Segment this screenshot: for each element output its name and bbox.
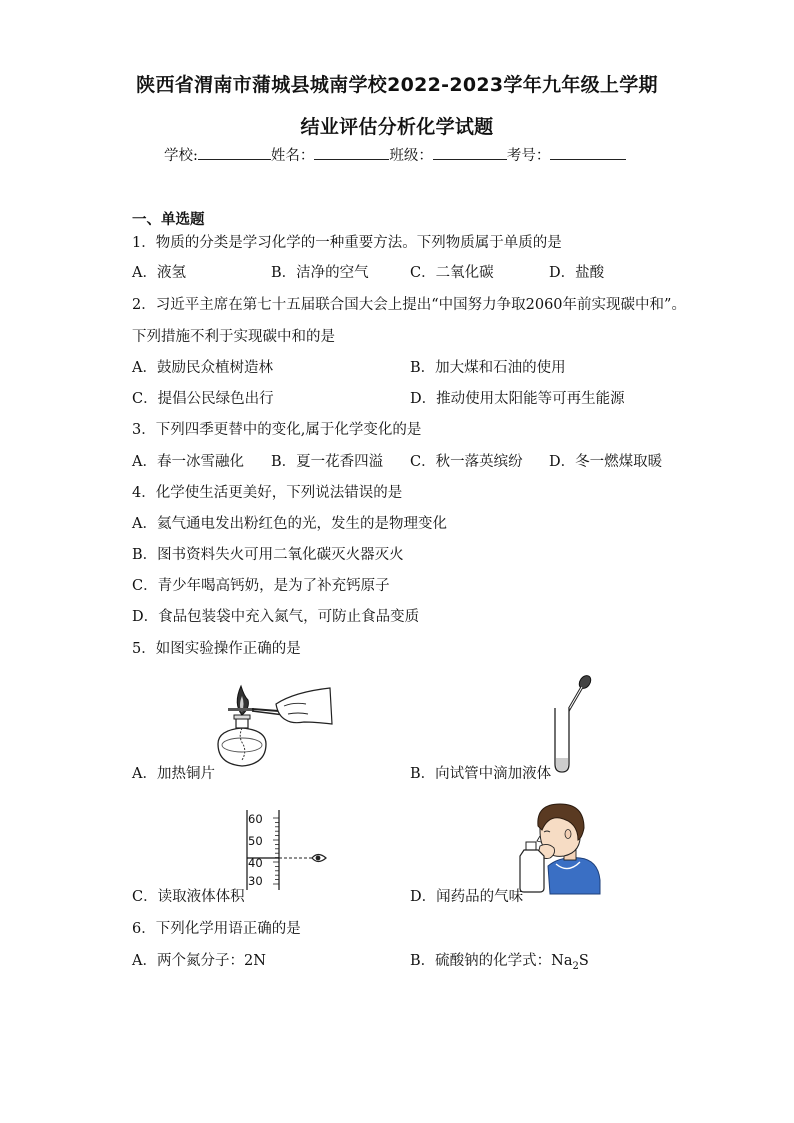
q1-option-b: B．洁净的空气 <box>271 265 369 281</box>
student-info-row <box>164 145 626 165</box>
school-blank[interactable] <box>198 145 271 160</box>
question-4-stem: 4．化学使生活更美好，下列说法错误的是 <box>132 485 403 501</box>
title-line-1: 陕西省渭南市蒲城县城南学校2022-2023学年九年级上学期 <box>136 74 658 96</box>
q4-option-a: A．氦气通电发出粉红色的光，发生的是物理变化 <box>132 516 447 532</box>
cylinder-tick-30: 30 <box>248 874 263 888</box>
q5-option-d: D．闻药品的气味 <box>410 889 524 905</box>
question-5-stem: 5．如图实验操作正确的是 <box>132 641 301 657</box>
school-label: 学校: <box>164 148 198 164</box>
cylinder-tick-50: 50 <box>248 834 263 848</box>
q3-option-a: A．春一冰雪融化 <box>132 454 244 470</box>
q1-option-c: C．二氧化碳 <box>410 265 494 281</box>
q3-option-c: C．秋一落英缤纷 <box>410 454 523 470</box>
section-title: 一、单选题 <box>132 212 205 228</box>
q3-option-d: D．冬一燃煤取暖 <box>549 454 663 470</box>
q2-option-a: A．鼓励民众植树造林 <box>132 360 273 376</box>
class-label: 班级： <box>389 148 433 164</box>
question-6-stem: 6．下列化学用语正确的是 <box>132 921 301 937</box>
q4-option-c: C．青少年喝高钙奶，是为了补充钙原子 <box>132 578 390 594</box>
q4-option-d: D．食品包装袋中充入氮气，可防止食品变质 <box>132 609 420 625</box>
q5-option-a: A．加热铜片 <box>132 766 215 782</box>
question-2-stem-line-1: 2．习近平主席在第七十五届联合国大会上提出“中国努力争取2060年前实现碳中和”。 <box>132 297 686 313</box>
cylinder-tick-60: 60 <box>248 812 263 826</box>
question-1-stem: 1．物质的分类是学习化学的一种重要方法。下列物质属于单质的是 <box>132 235 562 251</box>
q4-option-b: B．图书资料失火可用二氧化碳灭火器灭火 <box>132 547 404 563</box>
q2-option-b: B．加大煤和石油的使用 <box>410 360 566 376</box>
q2-option-d: D．推动使用太阳能等可再生能源 <box>410 391 625 407</box>
q6-option-b-subscript: 2 <box>572 960 579 972</box>
name-label: 姓名： <box>270 148 315 164</box>
q3-option-b: B．夏一花香四溢 <box>271 454 384 470</box>
q5-option-c: C．读取液体体积 <box>132 889 245 905</box>
smelling-reagent-figure <box>520 800 602 894</box>
title-line-2: 结业评估分析化学试题 <box>300 116 494 138</box>
alcohol-lamp-figure <box>206 682 332 772</box>
q5-option-b: B．向试管中滴加液体 <box>410 766 552 782</box>
exam-number-blank[interactable] <box>550 145 626 160</box>
q6-option-b-suffix: S <box>578 953 589 969</box>
question-3-stem: 3．下列四季更替中的变化,属于化学变化的是 <box>132 422 422 438</box>
q6-option-b <box>410 952 589 976</box>
dropper-test-tube-figure <box>548 674 594 776</box>
name-blank[interactable] <box>314 145 389 160</box>
q2-option-c: C．提倡公民绿色出行 <box>132 391 274 407</box>
exam-number-label: 考号： <box>506 148 551 164</box>
q1-option-a: A．液氢 <box>132 265 186 281</box>
graduated-cylinder-figure <box>244 808 334 892</box>
q6-option-b-prefix: B．硫酸钠的化学式：Na <box>410 953 573 969</box>
q6-option-a: A．两个氮分子：2N <box>132 953 266 969</box>
class-blank[interactable] <box>433 145 507 160</box>
question-2-stem-line-2: 下列措施不利于实现碳中和的是 <box>132 329 335 345</box>
q1-option-d: D．盐酸 <box>549 265 605 281</box>
cylinder-tick-40: 40 <box>248 856 263 870</box>
